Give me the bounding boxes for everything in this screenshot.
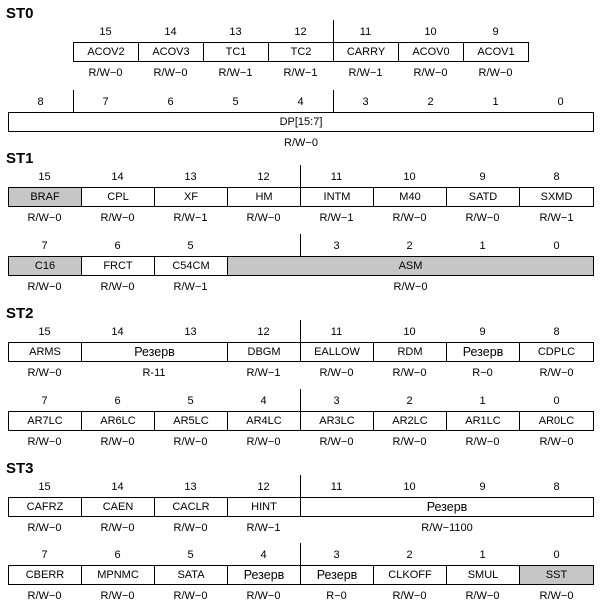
group-divider [300,389,301,411]
field-ar6lc: AR6LC [81,411,155,431]
bit-number: 15 [38,481,51,493]
access-label: R/W−0 [27,212,62,224]
access-label: R/W−0 [27,281,62,293]
bit-number: 2 [406,395,413,407]
group-divider [300,165,301,187]
bit-number: 13 [229,26,242,38]
bit-number: 3 [333,549,340,561]
bit-number: 2 [406,549,413,561]
field-tc1: TC1 [203,42,269,62]
field-reserved: Резерв [227,565,301,585]
access-label: R/W−0 [246,590,281,602]
access-label: R/W−0 [465,436,500,448]
bit-number: 11 [330,171,343,183]
access-label: R/W−0 [173,590,208,602]
field-reserved: Резерв [300,565,374,585]
bit-number: 4 [297,96,304,108]
access-label: R/W−1 [173,281,208,293]
field-asm: ASM [227,256,594,276]
access-label: R/W−0 [539,436,574,448]
bit-number: 5 [232,96,239,108]
bit-number: 12 [257,481,270,493]
field-tc2: TC2 [268,42,334,62]
group-divider [333,90,334,112]
st1-title: ST1 [6,150,34,167]
access-label: R/W−1 [246,367,281,379]
bit-number: 14 [111,481,124,493]
bit-number: 1 [479,240,486,252]
bit-number: 11 [330,326,343,338]
field-carry: CARRY [333,42,399,62]
access-label: R−0 [326,590,347,602]
bit-number: 13 [184,326,197,338]
field-mpnmc: MPNMC [81,565,155,585]
access-label: R/W−0 [246,212,281,224]
access-label: R/W−0 [27,522,62,534]
field-ar5lc: AR5LC [154,411,228,431]
access-label: R/W−0 [27,436,62,448]
bit-number: 14 [164,26,177,38]
bit-number: 7 [41,395,48,407]
field-dp: DP[15:7] [8,112,594,132]
access-label: R/W−0 [539,590,574,602]
bit-number: 5 [187,240,194,252]
field-c16: C16 [8,256,82,276]
bit-number: 7 [41,549,48,561]
bit-number: 10 [403,171,416,183]
st3-title: ST3 [6,460,34,477]
field-intm: INTM [300,187,374,207]
bit-number: 1 [492,96,499,108]
group-divider [300,320,301,342]
field-satd: SATD [446,187,520,207]
field-xf: XF [154,187,228,207]
field-eallow: EALLOW [300,342,374,362]
field-ar1lc: AR1LC [446,411,520,431]
bit-number: 0 [553,240,560,252]
access-label: R−0 [472,367,493,379]
group-divider [333,20,334,42]
field-sst: SST [519,565,594,585]
field-cberr: CBERR [8,565,82,585]
bit-number: 8 [553,171,560,183]
field-ar0lc: AR0LC [519,411,594,431]
bit-number: 8 [553,481,560,493]
access-label: R/W−0 [465,212,500,224]
field-c54cm: C54CM [154,256,228,276]
bit-number: 15 [99,26,112,38]
bit-number: 2 [406,240,413,252]
access-label: R/W−0 [246,436,281,448]
field-cpl: CPL [81,187,155,207]
bit-number: 12 [257,326,270,338]
bit-number: 13 [184,171,197,183]
bit-number: 9 [479,481,486,493]
bit-number: 6 [114,395,121,407]
bit-number: 12 [257,171,270,183]
bit-number: 6 [114,549,121,561]
bit-number: 9 [479,171,486,183]
group-divider [300,475,301,497]
access-label: R/W−0 [319,367,354,379]
field-ar7lc: AR7LC [8,411,82,431]
bit-number: 2 [427,96,434,108]
group-divider [73,90,74,112]
bit-number: 1 [479,395,486,407]
bit-number: 10 [403,481,416,493]
access-label: R/W−0 [392,367,427,379]
group-divider [300,543,301,565]
bit-number: 0 [553,549,560,561]
access-label: R/W−0 [393,281,428,293]
access-label: R/W−0 [153,67,188,79]
field-smul: SMUL [446,565,520,585]
bit-number: 15 [38,171,51,183]
bit-number: 8 [553,326,560,338]
access-label: R/W−0 [413,67,448,79]
access-label: R/W−1100 [421,522,473,534]
access-label: R/W−0 [392,590,427,602]
access-label: R/W−0 [284,137,318,149]
access-label: R/W−0 [27,590,62,602]
access-label: R/W−0 [319,436,354,448]
bit-number: 7 [102,96,109,108]
bit-number: 12 [294,26,307,38]
bit-number: 10 [424,26,437,38]
bit-number: 8 [37,96,44,108]
field-ar3lc: AR3LC [300,411,374,431]
bit-number: 4 [260,549,267,561]
access-label: R/W−1 [348,67,383,79]
access-label: R/W−0 [392,436,427,448]
field-reserved: Резерв [81,342,228,362]
field-caen: CAEN [81,497,155,517]
bit-number: 14 [111,326,124,338]
field-rdm: RDM [373,342,447,362]
bit-number: 9 [492,26,499,38]
bit-number: 0 [553,395,560,407]
access-label: R/W−0 [100,436,135,448]
field-sata: SATA [154,565,228,585]
access-label: R/W−0 [173,436,208,448]
access-label: R/W−0 [392,212,427,224]
access-label: R/W−1 [539,212,574,224]
field-acov2: ACOV2 [73,42,139,62]
field-hm: HM [227,187,301,207]
access-label: R/W−1 [173,212,208,224]
bit-number: 3 [333,240,340,252]
bit-number: 11 [330,481,343,493]
field-clkoff: CLKOFF [373,565,447,585]
access-label: R/W−0 [173,522,208,534]
bit-number: 4 [260,395,267,407]
field-acov0: ACOV0 [398,42,464,62]
field-cafrz: CAFRZ [8,497,82,517]
bit-number: 5 [187,549,194,561]
field-hint: HINT [227,497,301,517]
bit-number: 15 [38,326,51,338]
st2-title: ST2 [6,305,34,322]
access-label: R/W−0 [100,212,135,224]
st0-title: ST0 [6,5,34,22]
bit-number: 5 [187,395,194,407]
access-label: R/W−1 [218,67,253,79]
bit-number: 14 [111,171,124,183]
access-label: R/W−0 [100,590,135,602]
field-ar4lc: AR4LC [227,411,301,431]
bit-number: 1 [479,549,486,561]
field-cdplc: CDPLC [519,342,594,362]
bit-number: 10 [403,326,416,338]
access-label: R/W−1 [246,522,281,534]
access-label: R/W−0 [27,367,62,379]
field-reserved: Резерв [446,342,520,362]
field-acov3: ACOV3 [138,42,204,62]
field-caclr: CACLR [154,497,228,517]
bit-number: 0 [557,96,564,108]
access-label: R/W−1 [283,67,318,79]
bit-number: 7 [41,240,48,252]
field-m40: M40 [373,187,447,207]
field-acov1: ACOV1 [463,42,529,62]
access-label: R/W−1 [319,212,354,224]
field-reserved: Резерв [300,497,594,517]
bit-number: 3 [333,395,340,407]
bit-number: 11 [359,26,372,38]
bit-number: 13 [184,481,197,493]
group-divider [300,234,301,256]
field-dbgm: DBGM [227,342,301,362]
bit-number: 6 [167,96,174,108]
field-braf: BRAF [8,187,82,207]
field-sxmd: SXMD [519,187,594,207]
access-label: R/W−0 [478,67,513,79]
access-label: R/W−0 [539,367,574,379]
bit-number: 3 [362,96,369,108]
access-label: R-11 [142,367,166,379]
bit-number: 9 [479,326,486,338]
access-label: R/W−0 [465,590,500,602]
field-frct: FRCT [81,256,155,276]
access-label: R/W−0 [100,522,135,534]
field-arms: ARMS [8,342,82,362]
bit-number: 6 [114,240,121,252]
access-label: R/W−0 [88,67,123,79]
field-ar2lc: AR2LC [373,411,447,431]
access-label: R/W−0 [100,281,135,293]
